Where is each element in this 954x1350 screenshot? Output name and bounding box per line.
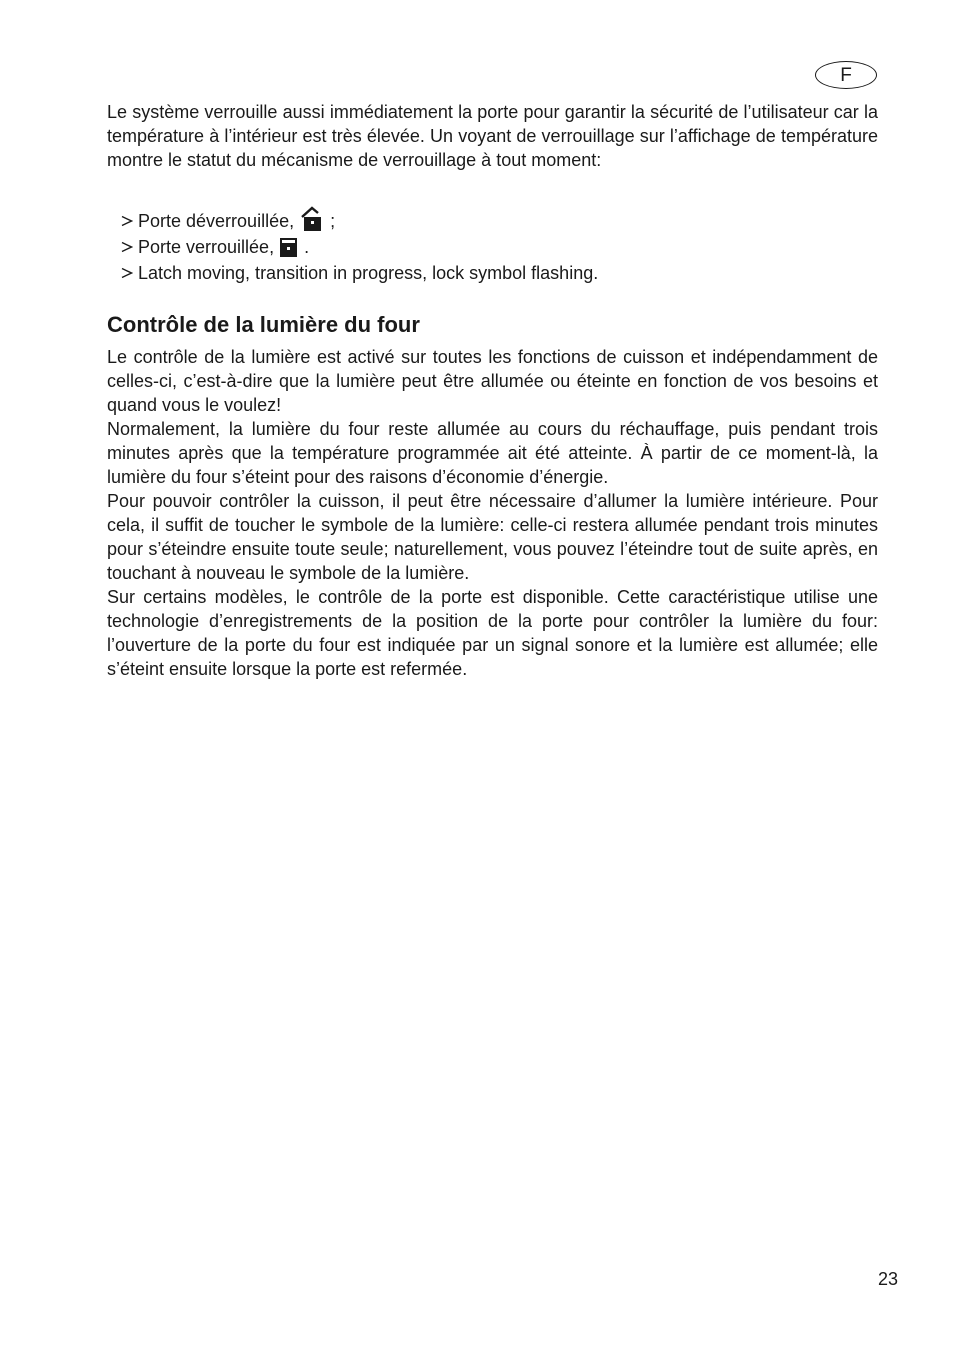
list-item-locked	[121, 233, 878, 259]
language-badge: F	[815, 61, 877, 89]
section-paragraph: Le contrôle de la lumière est activé sur toutes les fonctions de cuisson et indépendamment de celles-ci, c’est-à-dire que la lumière peut être allumée ou éteinte en fonction de vos besoins et quand vous le voulez!	[107, 347, 878, 415]
page-content	[107, 100, 878, 681]
list-item-suffix: .	[304, 237, 310, 257]
arrow-bullet-icon	[121, 209, 138, 233]
section-paragraph: Pour pouvoir contrôler la cuisson, il peut être nécessaire d’allumer la lumière intérieure. Pour cela, il suffit de toucher le symbole de la lumière: celle-ci restera allumée pendant trois minutes pour s’éteindre ensuite toute seule; naturellement, vous pouvez l’éteindre tout de suite après, en touchant à nouveau le symbole de la lumière.	[107, 491, 878, 583]
section-paragraph: Sur certains modèles, le contrôle de la porte est disponible. Cette caractéristique utilise une technologie d’enregistrements de la position de la porte pour contrôler la lumière du four: l’ouverture de la porte du four est indiquée par un signal sonore et la lumière est allumée; elle s’éteint ensuite lorsque la porte est refermée.	[107, 587, 878, 679]
section-paragraph: Normalement, la lumière du four reste allumée au cours du réchauffage, puis pendant trois minutes après que la température programmée ait été atteinte. À partir de ce moment-là, la lumière du four s’éteint pour des raisons d’économie d’énergie.	[107, 419, 878, 487]
section-heading: Contrôle de la lumière du four	[107, 312, 420, 337]
intro-paragraph: Le système verrouille aussi immédiatement la porte pour garantir la sécurité de l’utilisateur car la température à l’intérieur est très élevée. Un voyant de verrouillage sur l’affichage de température montre le statut du mécanisme de verrouillage à tout moment:	[107, 102, 878, 170]
page-number: 23	[878, 1269, 899, 1289]
list-item-latch	[121, 259, 878, 285]
arrow-bullet-icon	[121, 235, 138, 259]
list-item-unlocked	[121, 203, 878, 233]
unlocked-icon	[299, 205, 325, 233]
lock-status-list	[107, 203, 878, 285]
arrow-bullet-icon	[121, 261, 138, 285]
list-item-suffix: ;	[330, 211, 336, 231]
list-item-label: Porte verrouillée,	[138, 237, 275, 257]
locked-icon	[279, 237, 299, 259]
list-item-label: Latch moving, transition in progress, lock symbol flashing.	[138, 263, 599, 283]
list-item-label: Porte déverrouillée,	[138, 211, 295, 231]
